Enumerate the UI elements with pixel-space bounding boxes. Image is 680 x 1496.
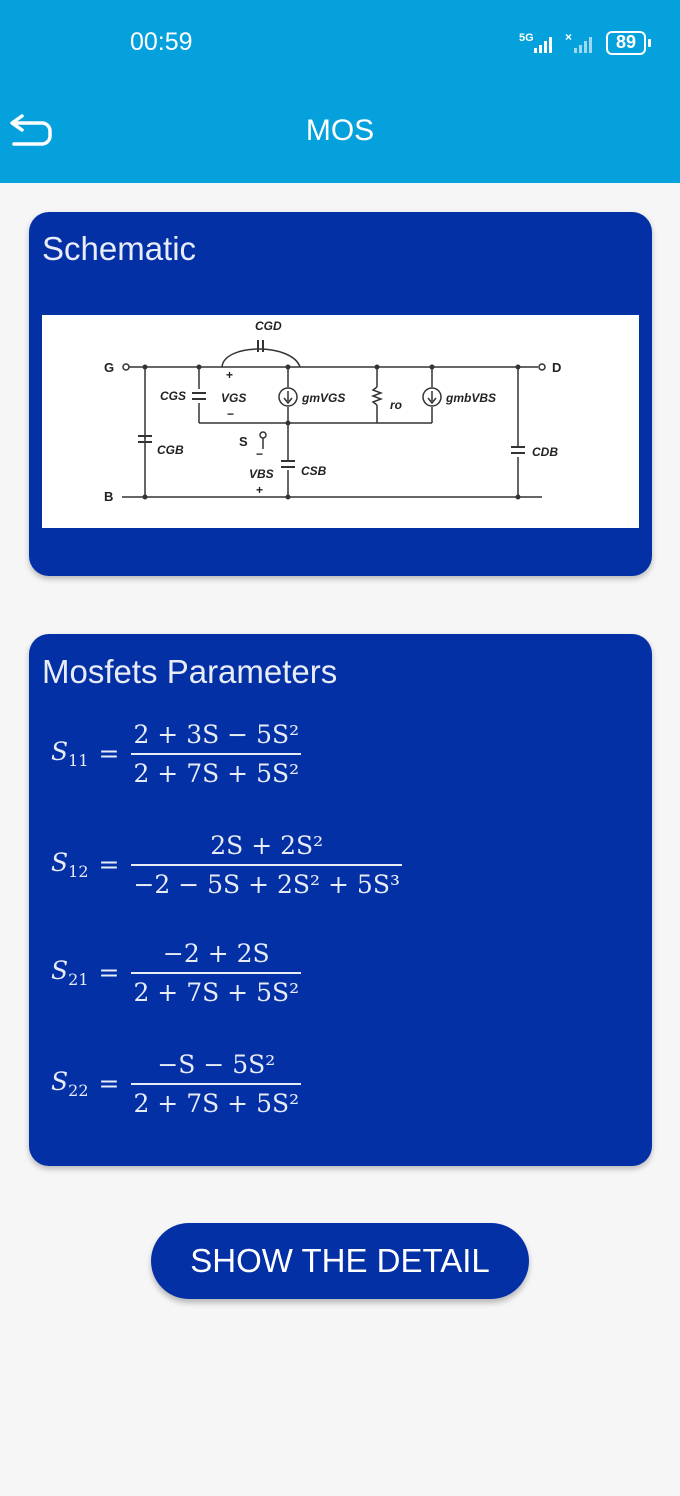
label-cgd: CGD (255, 319, 282, 333)
svg-text:×: × (565, 30, 573, 44)
equals-sign: = (98, 850, 120, 880)
equation-s11 (51, 720, 301, 788)
denominator: 2 + 7S + 5S² (133, 977, 300, 1007)
vgs-plus: + (226, 368, 234, 382)
network-label: 5G (519, 32, 534, 44)
label-bulk: B (104, 489, 114, 504)
status-icons (518, 30, 604, 58)
equals-sign: = (98, 958, 120, 988)
label-cgb: CGB (157, 443, 184, 457)
equals-sign: = (98, 1069, 120, 1099)
label-vgs: VGS (221, 391, 247, 405)
denominator: −2 − 5S + 2S² + 5S³ (133, 869, 400, 899)
denominator: 2 + 7S + 5S² (133, 1088, 300, 1118)
battery-icon: 89 (606, 31, 646, 55)
equation-lhs: $S_{11}$ (51, 737, 89, 771)
label-gmb: gmbVBS (446, 391, 497, 405)
denominator: 2 + 7S + 5S² (133, 758, 300, 788)
schematic-diagram (42, 315, 639, 528)
vgs-minus: − (227, 407, 235, 421)
show-detail-button[interactable]: SHOW THE DETAIL (151, 1223, 529, 1299)
numerator: −S − 5S² (157, 1050, 276, 1079)
label-cgs: CGS (160, 389, 187, 403)
numerator: 2 + 3S − 5S² (133, 720, 300, 749)
fraction (131, 720, 301, 788)
equation-lhs: $S_{21}$ (51, 956, 89, 990)
equals-sign: = (98, 739, 120, 769)
label-source: S (239, 434, 248, 449)
vbs-plus: + (256, 483, 264, 497)
label-vbs: VBS (249, 467, 274, 481)
mosfet-schematic (42, 315, 639, 528)
equation-lhs: $S_{12}$ (51, 848, 89, 882)
app-bar (0, 0, 680, 183)
equation-s22 (51, 1050, 301, 1118)
vbs-minus: − (256, 447, 264, 461)
label-gate: G (104, 360, 115, 375)
fraction (131, 831, 402, 899)
equation-s21 (51, 939, 301, 1007)
label-ro: ro (390, 398, 402, 412)
page-title: MOS (305, 114, 375, 147)
status-time: 00:59 (130, 28, 193, 56)
label-cdb: CDB (532, 445, 558, 459)
numerator: 2S + 2S² (210, 831, 324, 860)
schematic-card (29, 212, 652, 576)
equation-s12 (51, 831, 402, 899)
fraction (131, 1050, 301, 1118)
schematic-title: Schematic (42, 230, 197, 267)
equation-lhs: $S_{22}$ (51, 1067, 89, 1101)
battery-tip (648, 39, 651, 47)
label-csb: CSB (301, 464, 327, 478)
fraction (131, 939, 301, 1007)
numerator: −2 + 2S (162, 939, 270, 968)
label-drain: D (552, 360, 562, 375)
label-gm: gmVGS (302, 391, 346, 405)
parameters-title: Mosfets Parameters (42, 653, 338, 690)
signal-icon (518, 30, 604, 58)
parameters-card (29, 634, 652, 1166)
